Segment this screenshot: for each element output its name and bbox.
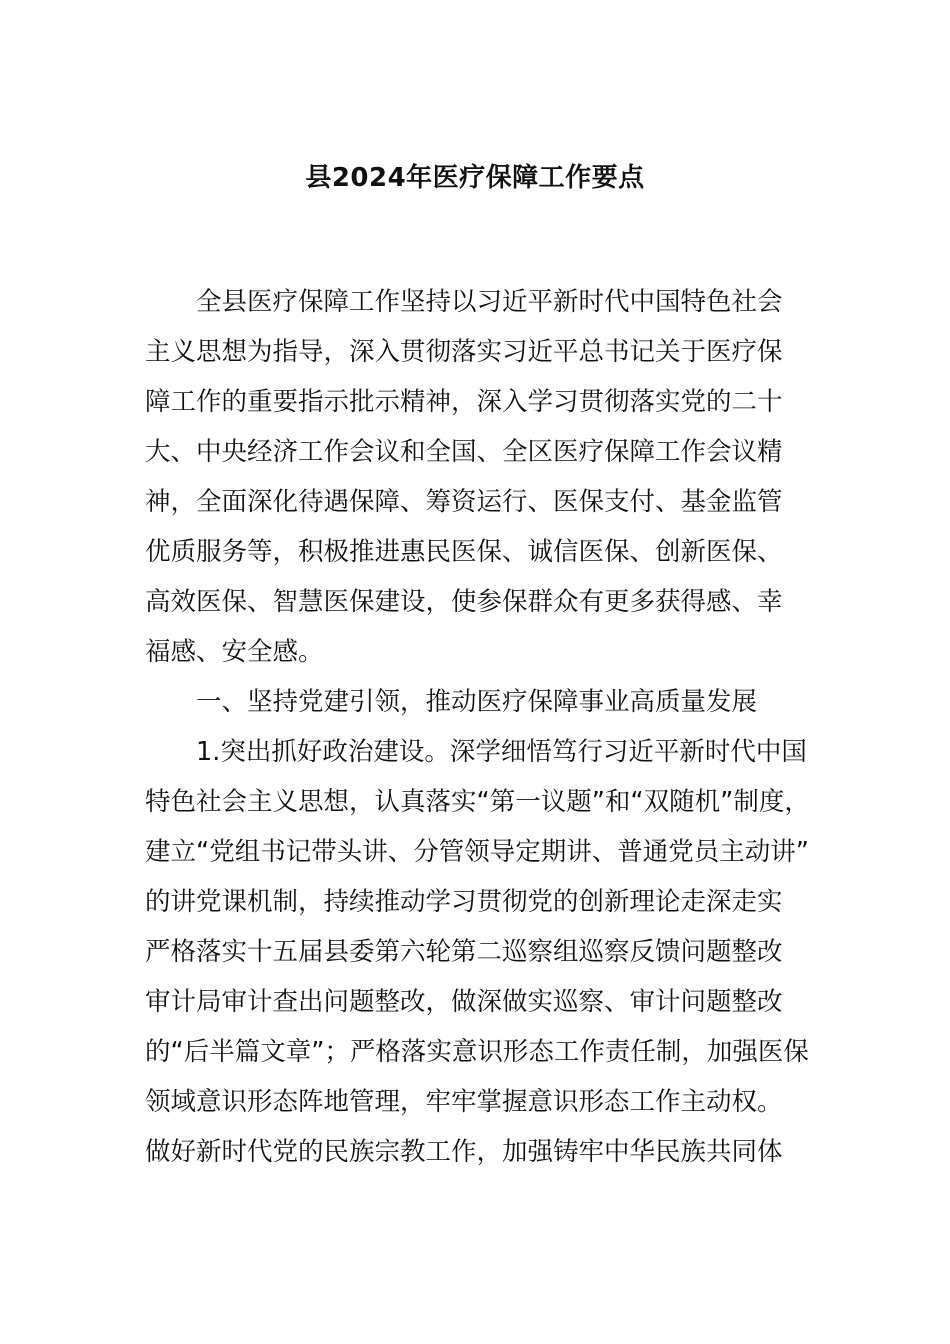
paragraph-line: 领域意识形态阵地管理，牢牢掌握意识形态工作主动权。 bbox=[145, 1087, 783, 1117]
document-body bbox=[145, 277, 815, 1177]
paragraph-line: 大、中央经济工作会议和全国、全区医疗保障工作会议精 bbox=[145, 437, 783, 467]
paragraph-line: 全县医疗保障工作坚持以习近平新时代中国特色社会 bbox=[196, 287, 783, 317]
paragraph-line: 的讲党课机制，持续推动学习贯彻党的创新理论走深走实 bbox=[145, 887, 783, 917]
paragraph-line: 审计局审计查出问题整改，做深做实巡察、审计问题整改 bbox=[145, 987, 783, 1017]
paragraph-line: 做好新时代党的民族宗教工作，加强铸牢中华民族共同体 bbox=[145, 1137, 783, 1167]
paragraph-line: 的“后半篇文章”；严格落实意识形态工作责任制，加强医保 bbox=[145, 1037, 809, 1067]
document-title: 县2024年医疗保障工作要点 bbox=[305, 163, 645, 193]
paragraph-line: 主义思想为指导，深入贯彻落实习近平总书记关于医疗保 bbox=[145, 337, 783, 367]
paragraph-line: 福感、安全感。 bbox=[145, 637, 324, 667]
paragraph-line: 优质服务等，积极推进惠民医保、诚信医保、创新医保、 bbox=[145, 537, 783, 567]
paragraph-line: 障工作的重要指示批示精神，深入学习贯彻落实党的二十 bbox=[145, 387, 783, 417]
paragraph-line: 1.突出抓好政治建设。深学细悟笃行习近平新时代中国 bbox=[196, 737, 807, 767]
section-heading: 一、坚持党建引领，推动医疗保障事业高质量发展 bbox=[196, 687, 758, 717]
paragraph-line: 严格落实十五届县委第六轮第二巡察组巡察反馈问题整改 bbox=[145, 937, 783, 967]
paragraph-line: 神，全面深化待遇保障、筹资运行、医保支付、基金监管 bbox=[145, 487, 783, 517]
paragraph-line: 高效医保、智慧医保建设，使参保群众有更多获得感、幸 bbox=[145, 587, 783, 617]
paragraph-line: 特色社会主义思想，认真落实“第一议题”和“双随机”制度， bbox=[145, 787, 810, 817]
paragraph-line: 建立“党组书记带头讲、分管领导定期讲、普通党员主动讲” bbox=[145, 837, 809, 867]
